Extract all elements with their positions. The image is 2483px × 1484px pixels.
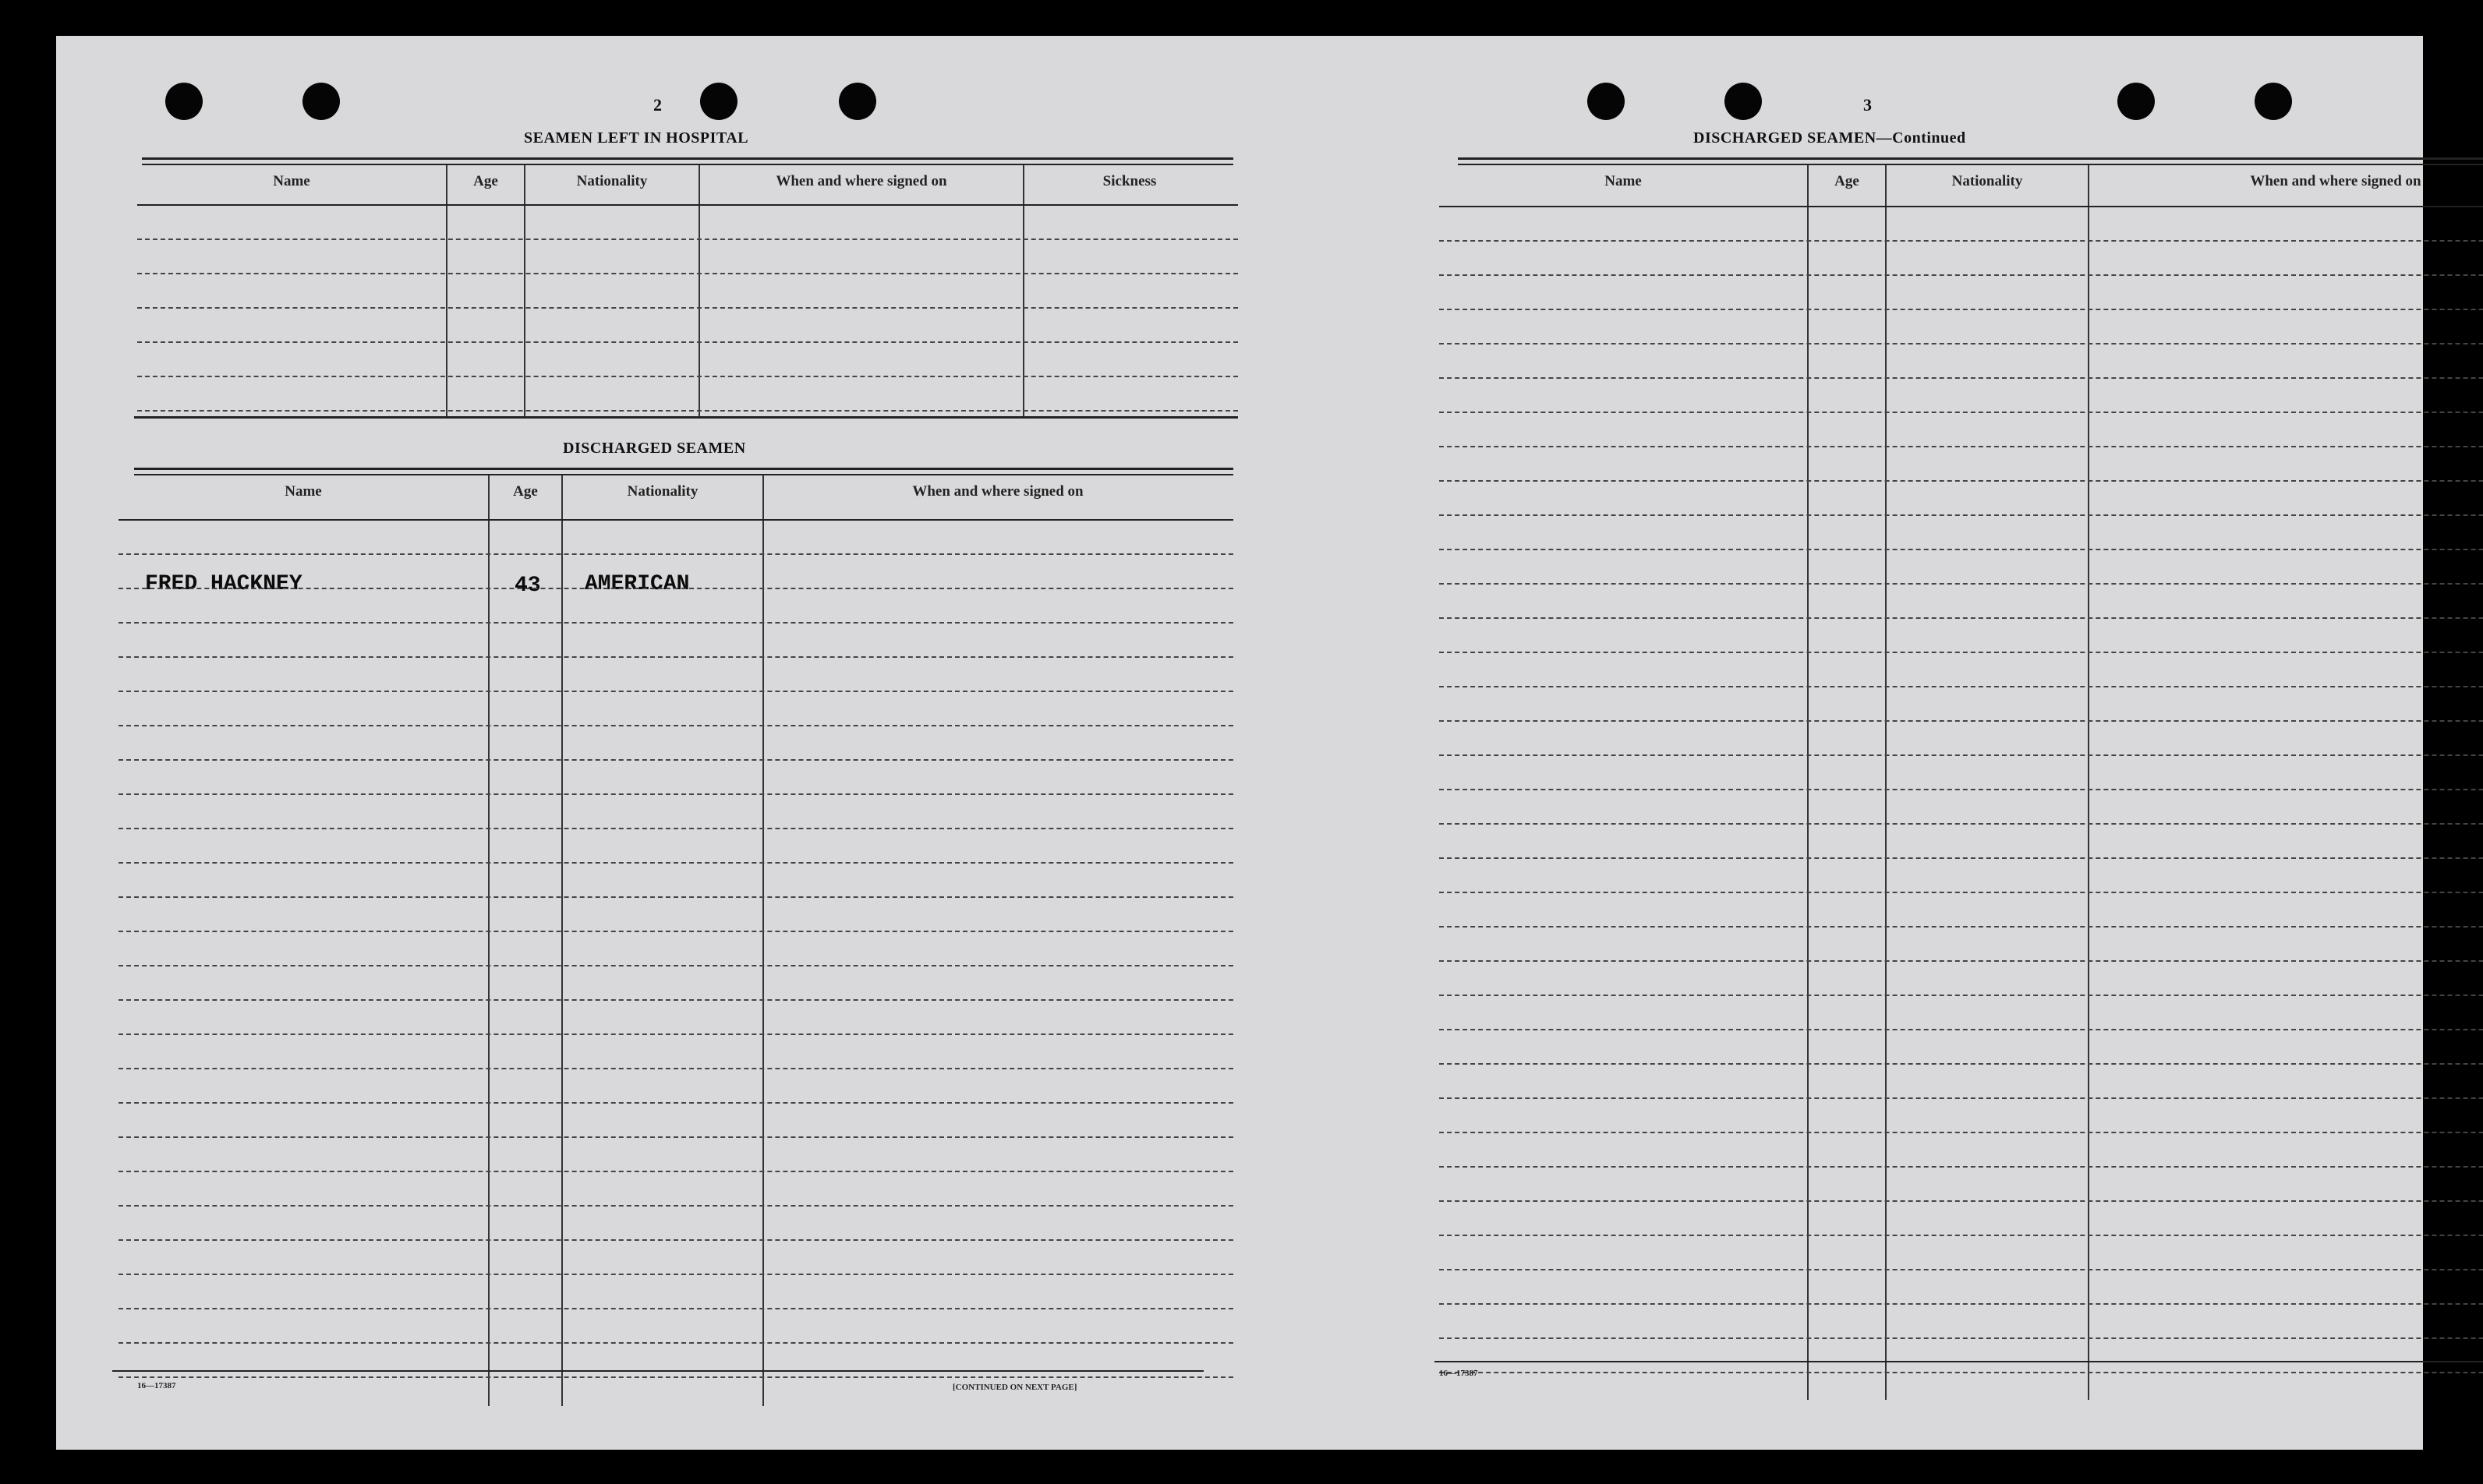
ruled-line (118, 759, 1233, 761)
ruled-line (118, 1102, 1233, 1104)
header-underline (137, 204, 1238, 206)
divider (1434, 1361, 2483, 1362)
hospital-table (137, 165, 1238, 416)
column-header-name: Name (273, 173, 310, 189)
header-underline (118, 519, 1233, 521)
ruled-line (1439, 240, 2483, 242)
ruled-line (1439, 1200, 2483, 1202)
punch-hole (2117, 83, 2155, 120)
ruled-line (1439, 960, 2483, 962)
column-divider (488, 475, 490, 1406)
ruled-line (137, 341, 1238, 343)
ruled-line (1439, 1235, 2483, 1236)
ruled-line (118, 965, 1233, 966)
ruled-line (118, 1034, 1233, 1035)
form-number: 16—17387 (1439, 1369, 1478, 1378)
ruled-line (1439, 274, 2483, 276)
column-divider (524, 165, 525, 416)
ruled-line (118, 725, 1233, 726)
ruled-line (1439, 1132, 2483, 1133)
column-divider (561, 475, 563, 1406)
column-header-nationality: Nationality (627, 483, 699, 500)
ruled-line (118, 931, 1233, 932)
column-header-age: Age (1834, 173, 1859, 189)
document-sheet (56, 36, 2423, 1450)
column-header-signed-on: When and where signed on (912, 483, 1084, 500)
punch-hole (1587, 83, 1625, 120)
column-header-nationality: Nationality (576, 173, 648, 189)
column-divider (762, 475, 764, 1406)
discharged-continued-table (1439, 165, 2483, 1400)
column-divider (1885, 165, 1887, 1400)
discharged-section-title: DISCHARGED SEAMEN (563, 440, 746, 457)
ruled-line (1439, 412, 2483, 413)
page-number: 2 (653, 95, 662, 115)
seaman-age: 43 (515, 574, 541, 598)
ruled-line (1439, 1269, 2483, 1270)
column-header-signed-on: When and where signed on (776, 173, 947, 189)
right-page (1240, 36, 2423, 1450)
ruled-line (1439, 652, 2483, 653)
ruled-line (137, 376, 1238, 377)
punch-hole (1724, 83, 1762, 120)
ruled-line (118, 793, 1233, 795)
ruled-line (1439, 720, 2483, 722)
hospital-section-title: SEAMEN LEFT IN HOSPITAL (524, 129, 749, 147)
divider (142, 157, 1233, 160)
ruled-line (1439, 377, 2483, 379)
column-header-signed-on: When and where signed on (2250, 173, 2421, 189)
ruled-line (1439, 995, 2483, 996)
column-header-name: Name (1604, 173, 1642, 189)
ruled-line (1439, 1337, 2483, 1339)
discharged-continued-title: DISCHARGED SEAMEN—Continued (1693, 129, 1966, 147)
ruled-line (1439, 1029, 2483, 1030)
ruled-line (1439, 480, 2483, 482)
ruled-line (1439, 857, 2483, 859)
ruled-line (1439, 1063, 2483, 1065)
ruled-line (137, 238, 1238, 240)
divider (134, 416, 1238, 419)
ruled-line (118, 656, 1233, 658)
ruled-line (1439, 789, 2483, 790)
ruled-line (118, 999, 1233, 1001)
ruled-line (118, 1171, 1233, 1172)
continued-note: [CONTINUED ON NEXT PAGE] (953, 1383, 1077, 1392)
ruled-line (1439, 754, 2483, 756)
column-divider (1807, 165, 1809, 1400)
ruled-line (118, 1239, 1233, 1241)
ruled-line (118, 1205, 1233, 1207)
ruled-line (1439, 1303, 2483, 1305)
column-divider (2088, 165, 2089, 1400)
ruled-line (137, 273, 1238, 274)
column-divider (446, 165, 447, 416)
ruled-line (1439, 549, 2483, 550)
header-underline (1439, 206, 2483, 207)
ruled-line (1439, 1097, 2483, 1099)
ruled-line (1439, 1372, 2483, 1373)
ruled-line (118, 622, 1233, 624)
ruled-line (118, 1342, 1233, 1344)
ruled-line (118, 828, 1233, 829)
column-divider (699, 165, 700, 416)
column-header-nationality: Nationality (1951, 173, 2023, 189)
divider (1458, 157, 2483, 160)
ruled-line (118, 896, 1233, 898)
ruled-line (118, 1308, 1233, 1309)
ruled-line (118, 691, 1233, 692)
ruled-line (118, 1274, 1233, 1275)
ruled-line (1439, 926, 2483, 928)
divider (134, 468, 1233, 470)
punch-hole (165, 83, 203, 120)
punch-hole (2255, 83, 2292, 120)
ruled-line (118, 1136, 1233, 1138)
seaman-name: FRED HACKNEY (145, 572, 302, 596)
punch-hole (700, 83, 737, 120)
form-number: 16—17387 (137, 1381, 176, 1390)
ruled-line (1439, 686, 2483, 687)
column-header-name: Name (285, 483, 322, 500)
ruled-line (137, 307, 1238, 309)
ruled-line (1439, 343, 2483, 344)
ruled-line (118, 862, 1233, 864)
seaman-nationality: AMERICAN (585, 572, 690, 596)
discharged-table (118, 475, 1233, 1406)
column-header-age: Age (473, 173, 498, 189)
ruled-line (118, 1376, 1233, 1378)
ruled-line (118, 553, 1233, 555)
ruled-line (1439, 446, 2483, 447)
ruled-line (1439, 583, 2483, 585)
ruled-line (1439, 309, 2483, 310)
punch-hole (302, 83, 340, 120)
ruled-line (1439, 823, 2483, 825)
ruled-line (118, 588, 1233, 589)
column-header-sickness: Sickness (1102, 173, 1157, 189)
ruled-line (1439, 514, 2483, 516)
punch-hole (839, 83, 876, 120)
column-divider (1023, 165, 1024, 416)
ruled-line (118, 1068, 1233, 1069)
page-number: 3 (1863, 95, 1872, 115)
left-page (56, 36, 1240, 1450)
ruled-line (1439, 617, 2483, 619)
ruled-line (1439, 892, 2483, 893)
ruled-line (1439, 1166, 2483, 1168)
ruled-line (137, 410, 1238, 412)
column-header-age: Age (513, 483, 538, 500)
divider (112, 1370, 1204, 1372)
